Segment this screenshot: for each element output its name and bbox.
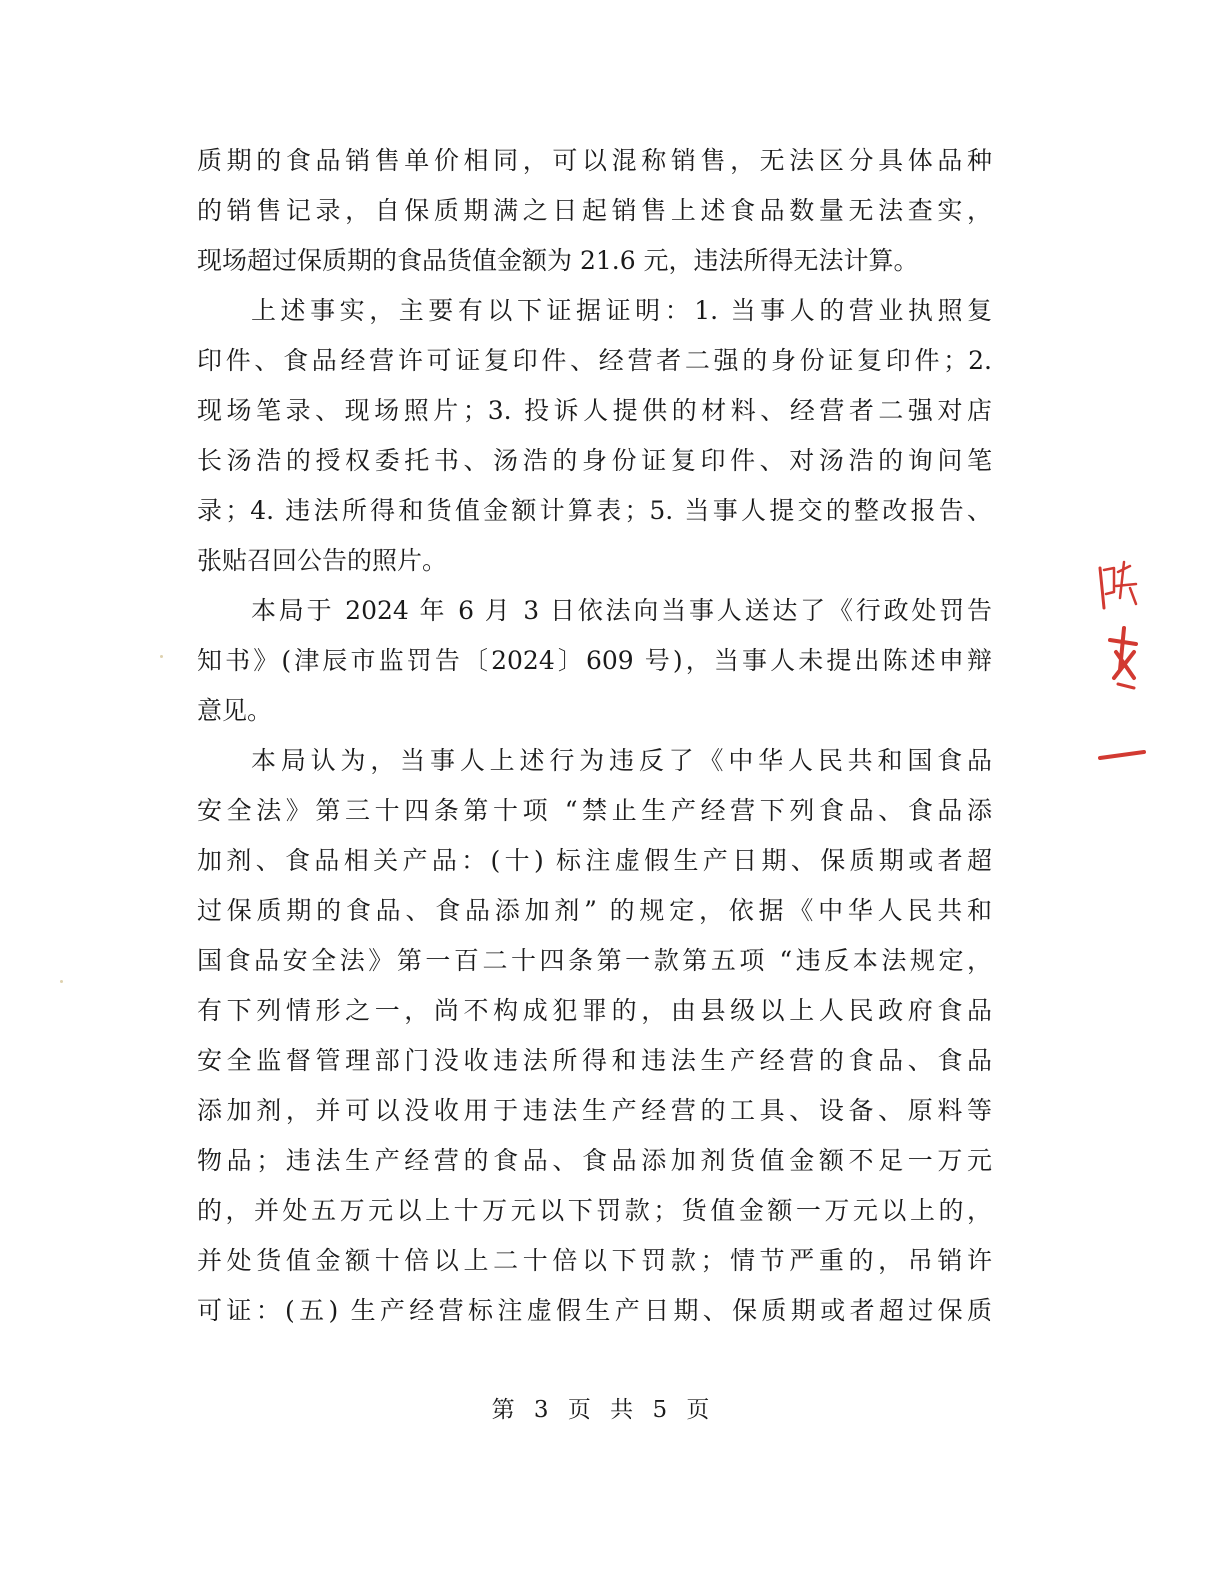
text-line: 物品；违法生产经营的食品、食品添加剂货值金额不足一万元 xyxy=(197,1146,992,1175)
scan-speck xyxy=(60,980,63,983)
text-line: 添加剂，并可以没收用于违法生产经营的工具、设备、原料等 xyxy=(197,1096,992,1125)
text-line: 长汤浩的授权委托书、汤浩的身份证复印件、对汤浩的询问笔 xyxy=(197,446,992,475)
text-line: 意见。 xyxy=(197,696,273,725)
text-line: 上述事实，主要有以下证据证明：1. 当事人的营业执照复 xyxy=(251,296,992,325)
text-line: 安全监督管理部门没收违法所得和违法生产经营的食品、食品 xyxy=(197,1046,992,1075)
text-line: 张贴召回公告的照片。 xyxy=(197,546,448,575)
text-line: 本局于 2024 年 6 月 3 日依法向当事人送达了《行政处罚告 xyxy=(251,596,992,625)
text-line: 有下列情形之一，尚不构成犯罪的，由县级以上人民政府食品 xyxy=(197,996,992,1025)
text-line: 可证：(五) 生产经营标注虚假生产日期、保质期或者超过保质 xyxy=(197,1296,992,1325)
text-line: 知书》(津辰市监罚告〔2024〕609 号)，当事人未提出陈述申辩 xyxy=(197,646,992,675)
text-line: 现场笔录、现场照片；3. 投诉人提供的材料、经营者二强对店 xyxy=(197,396,992,425)
scan-speck xyxy=(160,655,163,658)
text-line: 质期的食品销售单价相同，可以混称销售，无法区分具体品种 xyxy=(197,146,992,175)
text-line: 过保质期的食品、食品添加剂” 的规定，依据《中华人民共和 xyxy=(197,896,992,925)
text-line: 并处货值金额十倍以上二十倍以下罚款；情节严重的，吊销许 xyxy=(197,1246,992,1275)
page-number-footer: 第 3 页 共 5 页 xyxy=(491,1397,716,1423)
text-line: 印件、食品经营许可证复印件、经营者二强的身份证复印件；2. xyxy=(197,346,992,375)
text-line: 国食品安全法》第一百二十四条第一款第五项 “违反本法规定， xyxy=(197,946,992,975)
text-line: 现场超过保质期的食品货值金额为 21.6 元，违法所得无法计算。 xyxy=(197,246,919,275)
text-line: 的销售记录，自保质期满之日起销售上述食品数量无法查实， xyxy=(197,196,992,225)
text-line: 加剂、食品相关产品：(十) 标注虚假生产日期、保质期或者超 xyxy=(197,846,992,875)
text-line: 安全法》第三十四条第十项 “禁止生产经营下列食品、食品添 xyxy=(197,796,992,825)
text-line: 的，并处五万元以上十万元以下罚款；货值金额一万元以上的， xyxy=(197,1196,992,1225)
text-line: 本局认为，当事人上述行为违反了《中华人民共和国食品 xyxy=(251,746,992,775)
seal-stamp-fragment xyxy=(1090,548,1150,778)
text-line: 录；4. 违法所得和货值金额计算表；5. 当事人提交的整改报告、 xyxy=(197,496,992,525)
document-body xyxy=(197,136,992,1336)
